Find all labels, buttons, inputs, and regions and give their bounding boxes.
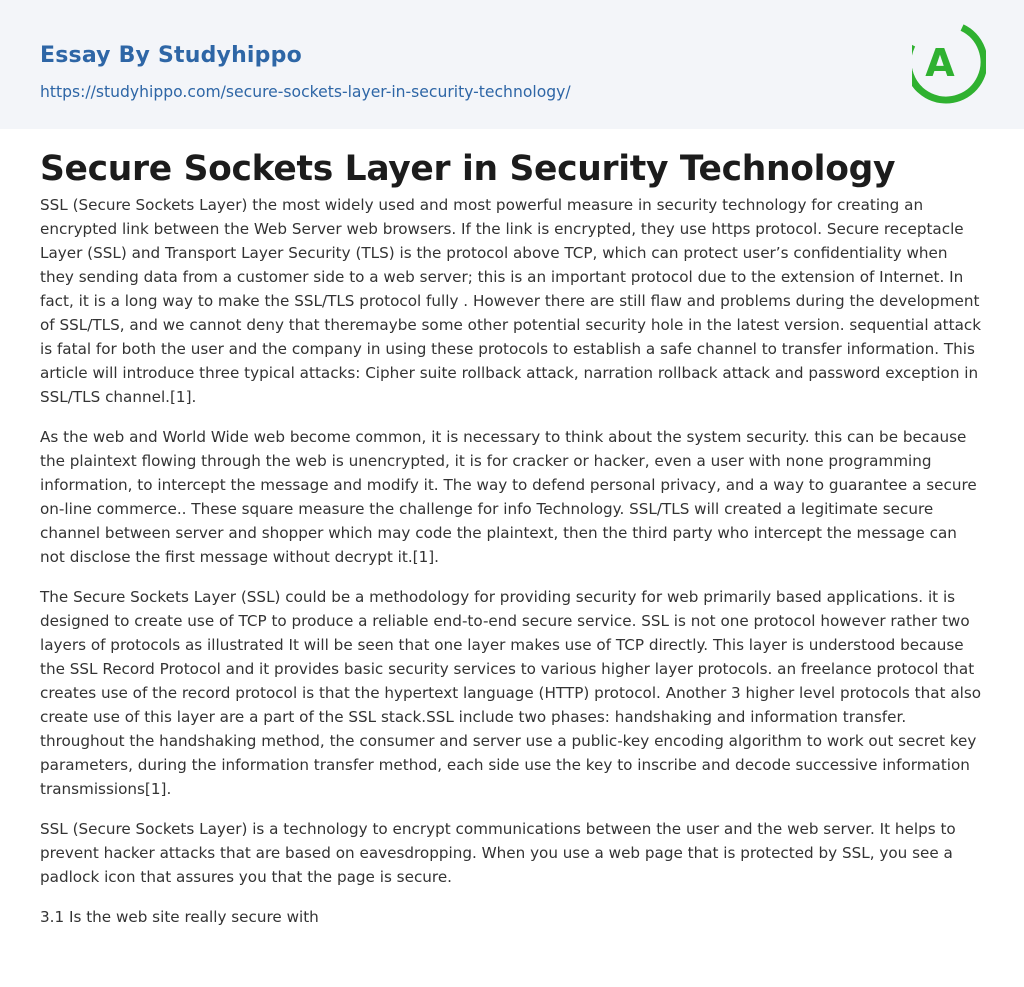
logo-letter: A [925, 41, 955, 85]
paragraph-3: The Secure Sockets Layer (SSL) could be a methodology for providing security for web primarily based applications. it is designed to create use of TCP to produce a reliable end-to-end secure service. SSL is not one protocol however rather two layers of protocols as illustrated It will be seen that one layer makes use of TCP directly. This layer is understood because the SSL Record Protocol and it provides basic security services to various higher layer protocols. an freelance protocol that creates use of the record protocol is that the hypertext language (HTTP) protocol. Another 3 higher level protocols that also create use of this layer are a part of the SSL stack.SSL include two phases: handshaking and information transfer. throughout the handshaking method, the consumer and server use a public-key encoding algorithm to work out secret key parameters, during the information transfer method, each side use the key to inscribe and decode successive information transmissions[1]. [40, 588, 982, 798]
site-header [0, 0, 1024, 129]
brand-title[interactable]: Essay By Studyhippo [40, 43, 302, 68]
source-url-link[interactable]: https://studyhippo.com/secure-sockets-layer-in-security-technology/ [40, 83, 571, 101]
paragraph-5: 3.1 Is the web site really secure with [40, 908, 319, 926]
paragraph-2: As the web and World Wide web become common, it is necessary to think about the system security. this can be because the plaintext flowing through the web is unencrypted, it is for cracker or hacker, even a user with none programming information, to intercept the message and modify it. The way to defend personal privacy, and a way to guarantee a secure on-line commerce.. These square measure the challenge for info Technology. SSL/TLS will created a legitimate secure channel between server and shopper which may code the plaintext, then the third party who intercept the message can not disclose the first message without decrypt it.[1]. [40, 428, 977, 566]
paragraph-4: SSL (Secure Sockets Layer) is a technology to encrypt communications between the user and the web server. It helps to prevent hacker attacks that are based on eavesdropping. When you use a web page that is protected by SSL, you see a padlock icon that assures you that the page is secure. [40, 820, 956, 886]
article [0, 129, 1024, 929]
paragraph-1: SSL (Secure Sockets Layer) the most widely used and most powerful measure in security technology for creating an encrypted link between the Web Server web browsers. If the link is encrypted, they use https protocol. Secure receptacle Layer (SSL) and Transport Layer Security (TLS) is the protocol above TCP, which can protect user’s confidentiality when they sending data from a customer side to a web server; this is an important protocol due to the extension of Internet. In fact, it is a long way to make the SSL/TLS protocol fully . However there are still flaw and problems during the development of SSL/TLS, and we cannot deny that theremaybe some other potential security hole in the latest version. sequential attack is fatal for both the user and the company in using these protocols to establish a safe channel to transfer information. This article will introduce three typical attacks: Cipher suite rollback attack, narration rollback attack and password exception in SSL/TLS channel.[1]. [40, 196, 982, 406]
studyhippo-logo-icon[interactable] [912, 20, 986, 106]
article-title: Secure Sockets Layer in Security Technology [40, 149, 896, 189]
